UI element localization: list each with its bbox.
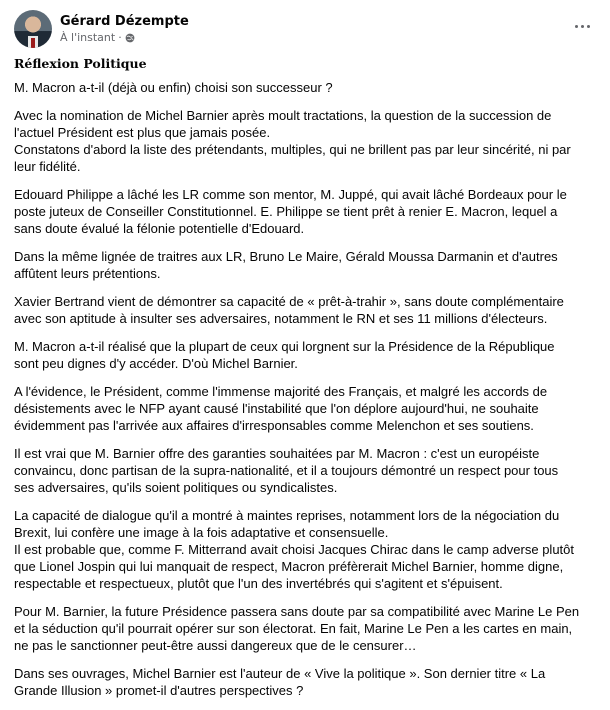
paragraph-line: poste juteux de Conseiller Constitutionnel. E. Philippe se tient prêt à renier E. Macron, lequel a [14,204,558,219]
post-body [14,79,600,699]
post-paragraph [14,338,600,372]
more-options-icon[interactable] [568,16,596,36]
paragraph-line: et la séduction qu'il pourrait opérer sur son électorat. En fait, Marine Le Pen a les cartes en main, [14,621,573,636]
paragraph-line: Avec la nomination de Michel Barnier après moult tractations, la question de la succession de [14,108,552,123]
paragraph-line: La capacité de dialogue qu'il a montré à maintes reprises, notamment lors de la négociation du [14,508,560,523]
more-dot [575,25,578,28]
paragraph-line: Xavier Bertrand vient de démontrer sa capacité de « prêt-à-trahir », sans doute complémentaire [14,294,564,309]
post-paragraph [14,507,600,592]
paragraph-line: ses adversaires, qu'ils soient politiques ou syndicalistes. [14,480,338,495]
paragraph-line: sont peu dignes d'y accéder. D'où Michel Barnier. [14,356,298,371]
post-paragraph [14,665,600,699]
post-title: Réflexion Politique [14,56,147,71]
paragraph-line: A l'évidence, le Président, comme l'immense majorité des Français, et malgré les accords de [14,384,548,399]
paragraph-line: Brexit, lui confère une image à la fois adaptative et consensuelle. [14,525,389,540]
more-dot [587,25,590,28]
post-header [14,8,596,50]
paragraph-line: désistements avec le NFP ayant causé l'instabilité que l'on déplore aujourd'hui, ne souhaite [14,401,539,416]
avatar-tie [31,38,35,48]
paragraph-line: M. Macron a-t-il réalisé que la plupart de ceux qui lorgnent sur la Présidence de la République [14,339,555,354]
paragraph-line: avec son aptitude à insulter ses adversaires, notamment le RN et ses 11 millions d'électeurs. [14,311,548,326]
post-paragraph [14,445,600,496]
paragraph-line: M. Macron a-t-il (déjà ou enfin) choisi son successeur ? [14,80,333,95]
more-dot [581,25,584,28]
paragraph-line: sans doute évalué la félonie potentielle d'Edouard. [14,221,305,236]
paragraph-line: leur fidélité. [14,159,81,174]
paragraph-line: Dans ses ouvrages, Michel Barnier est l'auteur de « Vive la politique ». Son dernier titre « La [14,666,546,681]
paragraph-line: Edouard Philippe a lâché les LR comme son mentor, M. Juppé, qui avait lâché Bordeaux pour le [14,187,567,202]
paragraph-line: Grande Illusion » promet-il d'autres perspectives ? [14,683,304,698]
paragraph-line: convaincu, donc partisan de la supra-nationalité, et il a toujours démontré un respect pour tous [14,463,559,478]
post-paragraph [14,186,600,237]
paragraph-line: affûtent leurs prétentions. [14,266,161,281]
paragraph-line: l'actuel Président est plus que jamais posée. [14,125,271,140]
post-time-row [60,30,189,45]
globe-icon[interactable] [125,33,135,43]
post-timestamp[interactable]: À l'instant [60,31,116,44]
paragraph-line: évidemment pas l'arrivée aux affaires d'irresponsables comme Melenchon et ses soutiens. [14,418,534,433]
paragraph-line: respectable et respectueux, plutôt que l'un des invertébrés qui s'agitent et s'épuisent. [14,576,503,591]
paragraph-line: Il est probable que, comme F. Mitterrand avait choisi Jacques Chirac dans le camp adverse plutôt [14,542,574,557]
post-paragraph [14,107,600,175]
paragraph-line: Pour M. Barnier, la future Présidence passera sans doute par sa compatibilité avec Marine Le Pen [14,604,580,619]
post-meta [60,13,189,45]
paragraph-line: Constatons d'abord la liste des prétendants, multiples, qui ne brillent pas par leur sincérité, ni par [14,142,571,157]
paragraph-line: que Lionel Jospin qui lui manquait de respect, Macron préfèrerait Michel Barnier, homme digne, [14,559,564,574]
post-paragraph [14,79,600,96]
meta-separator: · [118,31,122,44]
paragraph-line: Il est vrai que M. Barnier offre des garanties souhaitées par M. Macron : c'est un européiste [14,446,540,461]
post-content [14,56,600,710]
paragraph-line: Dans la même lignée de traitres aux LR, Bruno Le Maire, Gérald Moussa Darmanin et d'autres [14,249,558,264]
paragraph-line: ne pas le sanctionner peut-être aussi dangereux que de le censurer… [14,638,417,653]
avatar[interactable] [14,10,52,48]
post-paragraph [14,293,600,327]
post-paragraph [14,248,600,282]
post-paragraph [14,383,600,434]
post-paragraph [14,603,600,654]
author-name[interactable]: Gérard Dézempte [60,14,189,29]
